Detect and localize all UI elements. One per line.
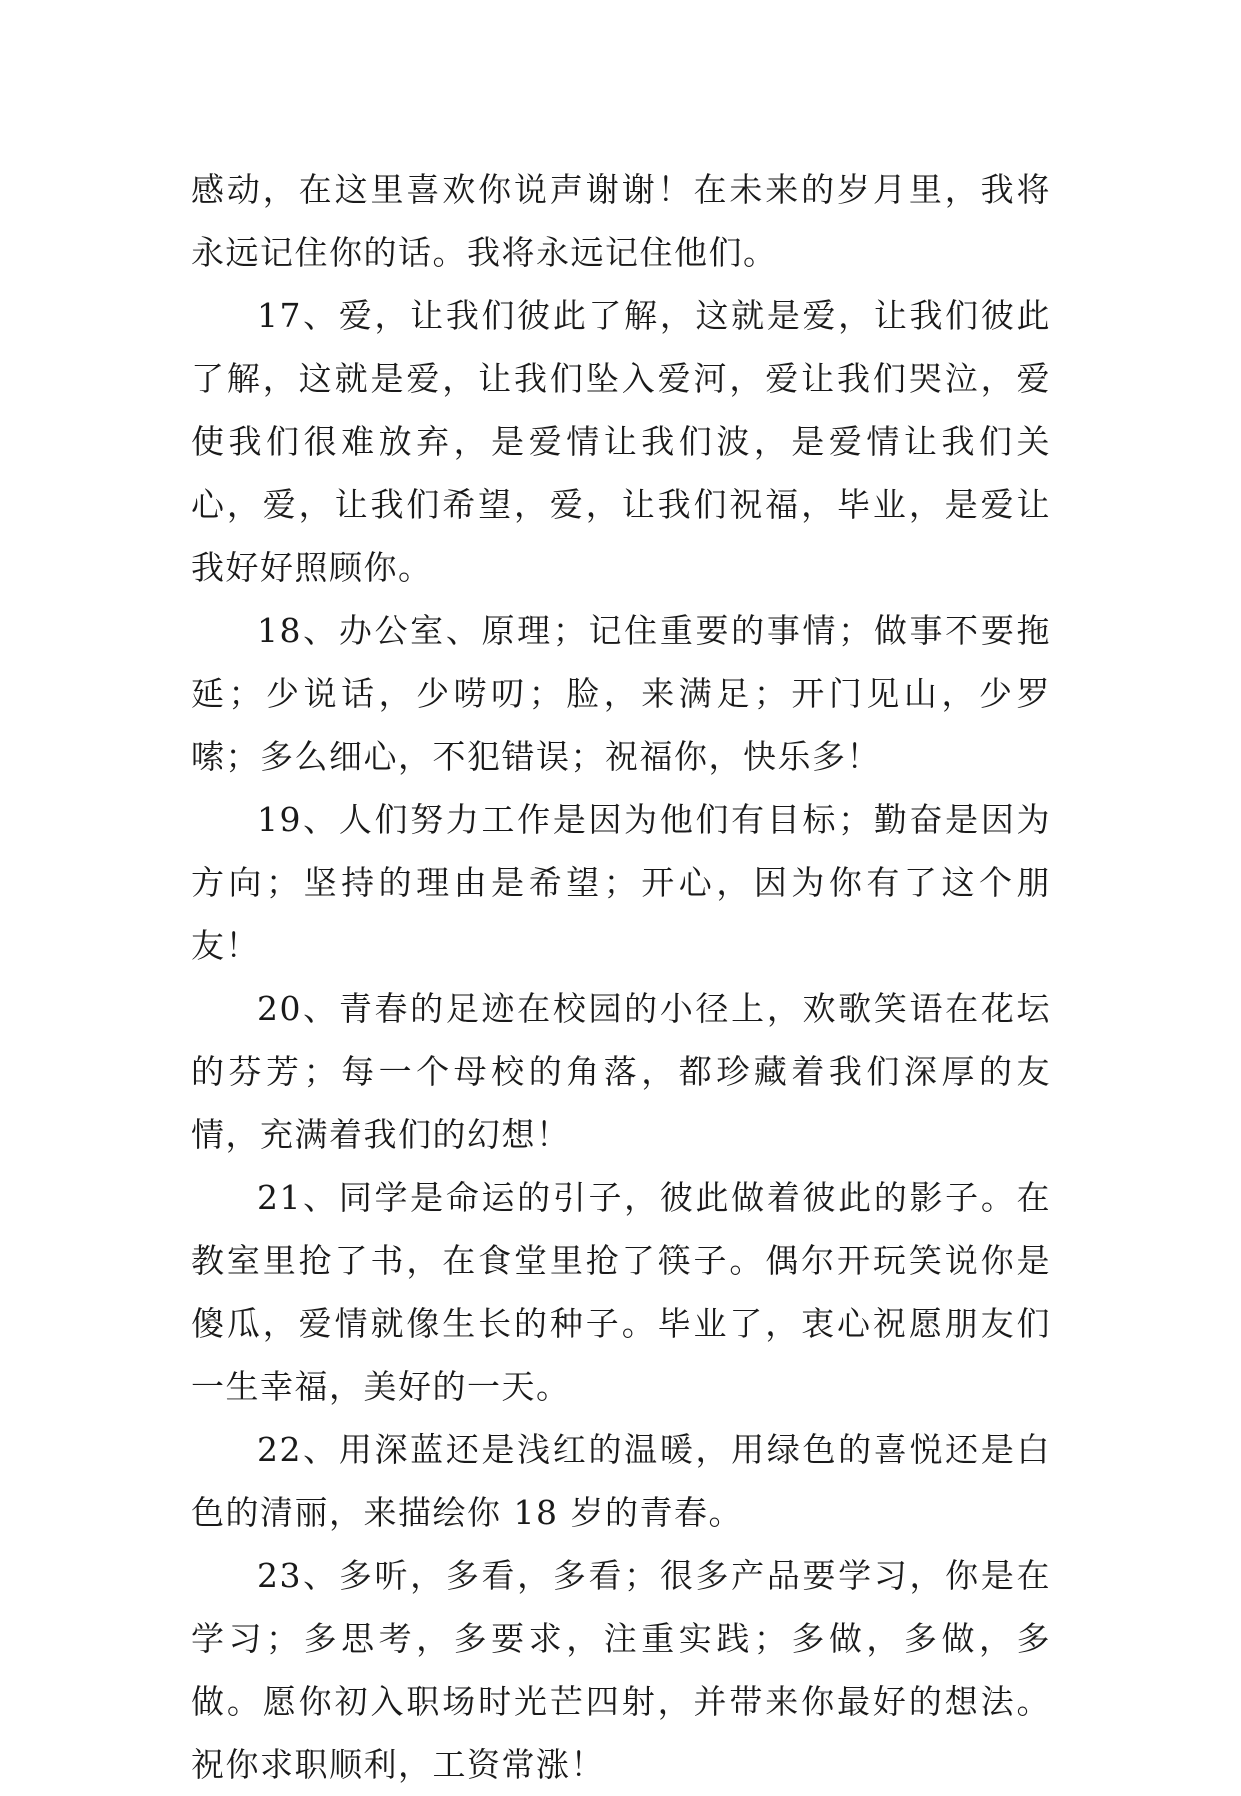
paragraph-19: 19、人们努力工作是因为他们有目标；勤奋是因为方向；坚持的理由是希望；开心，因为你有了这个朋友！ <box>191 800 1051 965</box>
document-body <box>191 158 1051 1796</box>
paragraph-22: 22、用深蓝还是浅红的温暖，用绿色的喜悦还是白色的清丽，来描绘你 18 岁的青春。 <box>191 1430 1051 1532</box>
paragraph-17: 17、爱，让我们彼此了解，这就是爱，让我们彼此了解，这就是爱，让我们坠入爱河，爱让我们哭泣，爱使我们很难放弃，是爱情让我们波，是爱情让我们关心，爱，让我们希望，爱，让我们祝福，毕业，是爱让我好好照顾你。 <box>191 296 1051 587</box>
paragraph-continuation: 感动，在这里喜欢你说声谢谢！在未来的岁月里，我将永远记住你的话。我将永远记住他们。 <box>191 170 1051 272</box>
paragraph-23: 23、多听，多看，多看；很多产品要学习，你是在学习；多思考，多要求，注重实践；多做，多做，多做。愿你初入职场时光芒四射，并带来你最好的想法。祝你求职顺利，工资常涨！ <box>191 1556 1051 1784</box>
paragraph-18: 18、办公室、原理；记住重要的事情；做事不要拖延；少说话，少唠叨；脸，来满足；开门见山，少罗嗦；多么细心，不犯错误；祝福你，快乐多！ <box>191 611 1051 776</box>
paragraph-21: 21、同学是命运的引子，彼此做着彼此的影子。在教室里抢了书，在食堂里抢了筷子。偶尔开玩笑说你是傻瓜，爱情就像生长的种子。毕业了，衷心祝愿朋友们一生幸福，美好的一天。 <box>191 1178 1051 1406</box>
paragraph-20: 20、青春的足迹在校园的小径上，欢歌笑语在花坛的芬芳；每一个母校的角落，都珍藏着我们深厚的友情，充满着我们的幻想！ <box>191 989 1051 1154</box>
